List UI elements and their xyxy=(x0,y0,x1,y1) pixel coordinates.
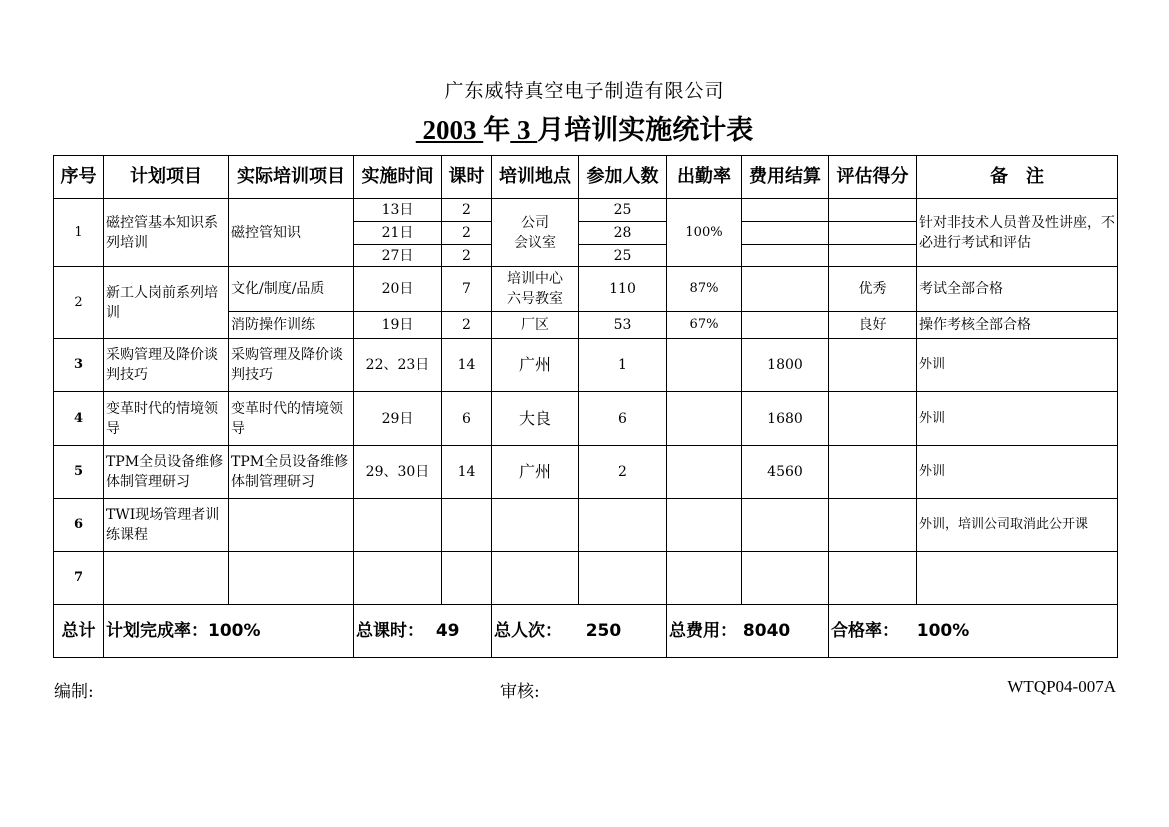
cell-cost xyxy=(742,222,829,245)
cell-attendance: 100% xyxy=(667,199,742,267)
table-row xyxy=(54,446,1118,499)
total-cost: 总费用： 8040 xyxy=(667,605,829,658)
cell-score: 优秀 xyxy=(829,267,917,312)
compiled-by: 编制: xyxy=(54,682,94,702)
cell-location: 厂区 xyxy=(492,312,579,339)
cell-note: 外训 xyxy=(917,392,1118,446)
cell-score xyxy=(829,446,917,499)
company-name: 广东威特真空电子制造有限公司 xyxy=(444,80,725,102)
cell-plan: TPM全员设备维修体制管理研习 xyxy=(104,446,229,499)
cell-cost xyxy=(742,267,829,312)
cell-score xyxy=(829,199,917,222)
col-header: 计划项目 xyxy=(104,156,229,199)
cell-people: 1 xyxy=(579,339,667,392)
cell-actual: 变革时代的情境领导 xyxy=(229,392,354,446)
cell-actual xyxy=(229,499,354,552)
col-header: 备 注 xyxy=(917,156,1118,199)
cell-people xyxy=(579,499,667,552)
cell-hours xyxy=(442,552,492,605)
cell-score xyxy=(829,222,917,245)
cell-people: 28 xyxy=(579,222,667,245)
col-header: 实施时间 xyxy=(354,156,442,199)
pass-rate: 合格率： 100% xyxy=(829,605,1118,658)
col-header: 评估得分 xyxy=(829,156,917,199)
cell-note: 外训，培训公司取消此公开课 xyxy=(917,499,1118,552)
cell-no: 3 xyxy=(54,339,104,392)
cell-cost xyxy=(742,245,829,267)
cell-date xyxy=(354,499,442,552)
cell-actual xyxy=(229,552,354,605)
cell-no: 2 xyxy=(54,267,104,339)
cell-note: 针对非技术人员普及性讲座，不必进行考试和评估 xyxy=(917,199,1118,267)
col-header: 序号 xyxy=(54,156,104,199)
cell-plan xyxy=(104,552,229,605)
cell-location: 广州 xyxy=(492,339,579,392)
cell-score xyxy=(829,552,917,605)
cell-score xyxy=(829,392,917,446)
title-month: 3 xyxy=(517,115,531,145)
cell-no: 4 xyxy=(54,392,104,446)
plan-completion-rate: 计划完成率：100% xyxy=(104,605,354,658)
header-row xyxy=(54,156,1118,199)
cell-hours: 14 xyxy=(442,339,492,392)
col-header: 实际培训项目 xyxy=(229,156,354,199)
cell-plan: 采购管理及降价谈判技巧 xyxy=(104,339,229,392)
cell-date: 29日 xyxy=(354,392,442,446)
table-row xyxy=(54,499,1118,552)
cell-date xyxy=(354,552,442,605)
cell-attendance xyxy=(667,552,742,605)
cell-note xyxy=(917,552,1118,605)
reviewed-by: 审核: xyxy=(500,682,540,702)
cell-hours: 2 xyxy=(442,199,492,222)
cell-location: 大良 xyxy=(492,392,579,446)
cell-cost: 4560 xyxy=(742,446,829,499)
cell-plan: 新工人岗前系列培训 xyxy=(104,267,229,339)
cell-attendance xyxy=(667,392,742,446)
col-header: 培训地点 xyxy=(492,156,579,199)
cell-plan: 变革时代的情境领导 xyxy=(104,392,229,446)
cell-actual: 文化/制度/品质 xyxy=(229,267,354,312)
col-header: 课时 xyxy=(442,156,492,199)
cell-hours: 6 xyxy=(442,392,492,446)
cell-cost: 1800 xyxy=(742,339,829,392)
cell-note: 考试全部合格 xyxy=(917,267,1118,312)
cell-people: 53 xyxy=(579,312,667,339)
table-row xyxy=(54,552,1118,605)
training-table xyxy=(53,155,1118,658)
cell-hours: 14 xyxy=(442,446,492,499)
total-hours: 总课时： 49 xyxy=(354,605,492,658)
cell-actual: TPM全员设备维修体制管理研习 xyxy=(229,446,354,499)
table-row xyxy=(54,199,1118,222)
cell-hours: 2 xyxy=(442,222,492,245)
table-row xyxy=(54,267,1118,312)
col-header: 参加人数 xyxy=(579,156,667,199)
cell-note: 操作考核全部合格 xyxy=(917,312,1118,339)
cell-no: 5 xyxy=(54,446,104,499)
cell-attendance: 67% xyxy=(667,312,742,339)
cell-people: 25 xyxy=(579,245,667,267)
cell-hours: 7 xyxy=(442,267,492,312)
cell-location: 培训中心 六号教室 xyxy=(492,267,579,312)
cell-actual: 磁控管知识 xyxy=(229,199,354,267)
cell-date: 22、23日 xyxy=(354,339,442,392)
cell-people: 25 xyxy=(579,199,667,222)
totals-row xyxy=(54,605,1118,658)
cell-hours xyxy=(442,499,492,552)
cell-date: 21日 xyxy=(354,222,442,245)
cell-attendance xyxy=(667,446,742,499)
cell-no: 1 xyxy=(54,199,104,267)
cell-cost xyxy=(742,552,829,605)
cell-location xyxy=(492,552,579,605)
cell-people: 6 xyxy=(579,392,667,446)
cell-date: 29、30日 xyxy=(354,446,442,499)
cell-attendance xyxy=(667,339,742,392)
cell-note: 外训 xyxy=(917,446,1118,499)
cell-score: 良好 xyxy=(829,312,917,339)
cell-location: 广州 xyxy=(492,446,579,499)
cell-score xyxy=(829,339,917,392)
cell-attendance: 87% xyxy=(667,267,742,312)
cell-date: 13日 xyxy=(354,199,442,222)
cell-note: 外训 xyxy=(917,339,1118,392)
total-people: 总人次： 250 xyxy=(492,605,667,658)
cell-location xyxy=(492,499,579,552)
cell-plan: 磁控管基本知识系列培训 xyxy=(104,199,229,267)
cell-people: 110 xyxy=(579,267,667,312)
cell-date: 19日 xyxy=(354,312,442,339)
totals-label: 总计 xyxy=(54,605,104,658)
cell-location: 公司 会议室 xyxy=(492,199,579,267)
cell-cost: 1680 xyxy=(742,392,829,446)
cell-people xyxy=(579,552,667,605)
cell-date: 27日 xyxy=(354,245,442,267)
cell-plan: TWI现场管理者训练课程 xyxy=(104,499,229,552)
document-code: WTQP04-007A xyxy=(1007,677,1116,696)
cell-cost xyxy=(742,312,829,339)
cell-actual: 消防操作训练 xyxy=(229,312,354,339)
title-year: 2003 xyxy=(422,115,477,145)
cell-score xyxy=(829,245,917,267)
cell-cost xyxy=(742,199,829,222)
cell-score xyxy=(829,499,917,552)
cell-no: 7 xyxy=(54,552,104,605)
cell-cost xyxy=(742,499,829,552)
col-header: 费用结算 xyxy=(742,156,829,199)
table-row xyxy=(54,392,1118,446)
cell-no: 6 xyxy=(54,499,104,552)
cell-actual: 采购管理及降价谈判技巧 xyxy=(229,339,354,392)
cell-hours: 2 xyxy=(442,312,492,339)
cell-people: 2 xyxy=(579,446,667,499)
cell-hours: 2 xyxy=(442,245,492,267)
cell-attendance xyxy=(667,499,742,552)
table-row xyxy=(54,339,1118,392)
col-header: 出勤率 xyxy=(667,156,742,199)
page-title: 2003 年 3 月培训实施统计表 xyxy=(0,108,1169,147)
cell-date: 20日 xyxy=(354,267,442,312)
